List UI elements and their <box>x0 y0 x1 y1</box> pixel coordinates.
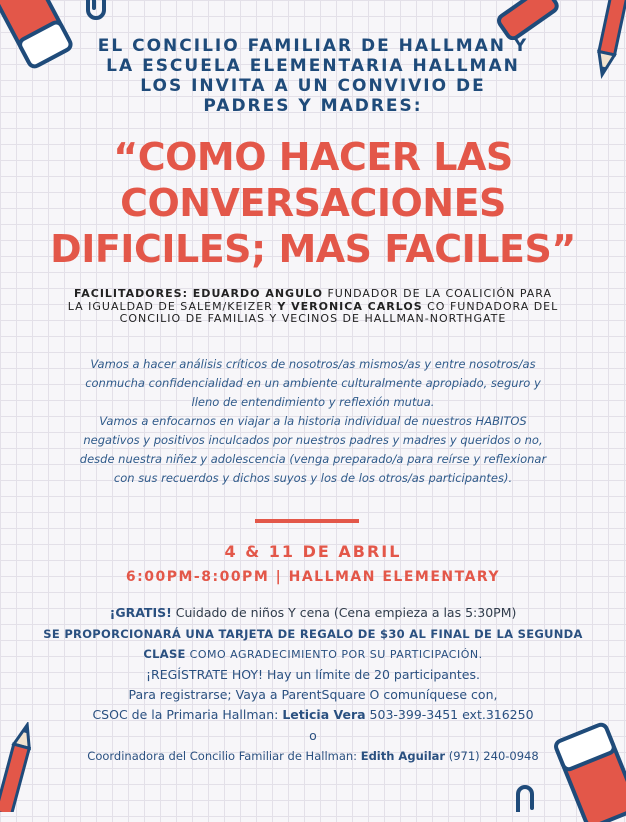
title-line: “COMO HACER LAS <box>113 135 513 179</box>
event-description <box>76 355 550 488</box>
or-line: o <box>309 728 317 743</box>
divider <box>255 519 359 523</box>
facilitator-2-description: CO FUNDADORA DEL CONCILIO DE FAMILIAS Y VECINOS DE HALLMAN-NORTHGATE <box>119 299 559 325</box>
facilitator-2-name: Y VERONICA CARLOS <box>277 299 423 313</box>
event-time-location: 6:00PM-8:00PM | HALLMAN ELEMENTARY <box>125 569 501 585</box>
header-line: LOS INVITA A UN CONVIVIO DE <box>140 76 486 96</box>
coordinator-name: Edith Aguilar <box>360 749 446 763</box>
event-title <box>20 134 606 272</box>
event-date: 4 & 11 DE ABRIL <box>224 542 402 561</box>
description-paragraph: Vamos a enfocarnos en viajar a la historia individual de nuestros HABITOS negativos y positivos inculcados por nuestros padres y madres y queridos o no, desde nuestra niñez y adolescencia (venga preparado/a para reírse y reflexionar con sus recuerdos y dichos suyos y los de los otros/as participantes). <box>79 414 547 485</box>
gift-card-line <box>30 624 596 664</box>
pencil-icon <box>592 0 626 84</box>
header-line: LA ESCUELA ELEMENTARIA HALLMAN <box>106 56 520 76</box>
free-text: Cuidado de niños Y cena (Cena empieza a las 5:30PM) <box>171 605 517 620</box>
coordinator-text: Coordinadora del Concilio Familiar de Hallman: <box>87 749 361 763</box>
csoc-text: CSOC de la Primaria Hallman: <box>92 707 283 722</box>
free-services-line <box>30 603 596 623</box>
title-line: CONVERSACIONES <box>120 181 506 225</box>
csoc-phone: 503-399-3451 ext.316250 <box>365 707 534 722</box>
sharpener-icon <box>494 0 564 40</box>
description-paragraph: Vamos a hacer análisis críticos de nosotros/as mismos/as y entre nosotros/as conmucha confidencialidad en un ambiente culturalmente apropiado, seguro y lleno de entendimiento y reflexión mutua. <box>85 357 541 409</box>
paperclip-icon <box>80 0 120 28</box>
facilitator-1-description: FUNDADOR DE LA COALICIÓN PARA LA IGUALDAD DE SALEM/KEIZER <box>67 287 553 313</box>
csoc-contact-line <box>30 705 596 725</box>
coordinator-phone: (971) 240-0948 <box>445 749 539 763</box>
header-line: PADRES Y MADRES: <box>203 96 423 116</box>
coordinator-contact-line <box>30 746 596 766</box>
csoc-name: Leticia Vera <box>282 707 366 722</box>
gift-card-bold: SE PROPORCIONARÁ UNA TARJETA DE REGALO DE $30 AL FINAL DE LA SEGUNDA CLASE <box>43 627 583 661</box>
register-how-line: Para registrarse; Vaya a ParentSquare O comuníquese con, <box>128 687 498 702</box>
register-line: ¡REGÍSTRATE HOY! Hay un límite de 20 participantes. <box>146 667 480 682</box>
facilitators-label: FACILITADORES: EDUARDO ANGULO <box>73 287 323 300</box>
facilitators-block <box>66 288 560 326</box>
free-label: ¡GRATIS! <box>109 605 172 620</box>
header-line: EL CONCILIO FAMILIAR DE HALLMAN Y <box>97 36 529 56</box>
title-line: DIFICILES; MAS FACILES” <box>50 227 576 271</box>
gift-card-text: COMO AGRADECIMIENTO POR SU PARTICIPACIÓN. <box>185 648 483 661</box>
invitation-header <box>60 36 566 116</box>
